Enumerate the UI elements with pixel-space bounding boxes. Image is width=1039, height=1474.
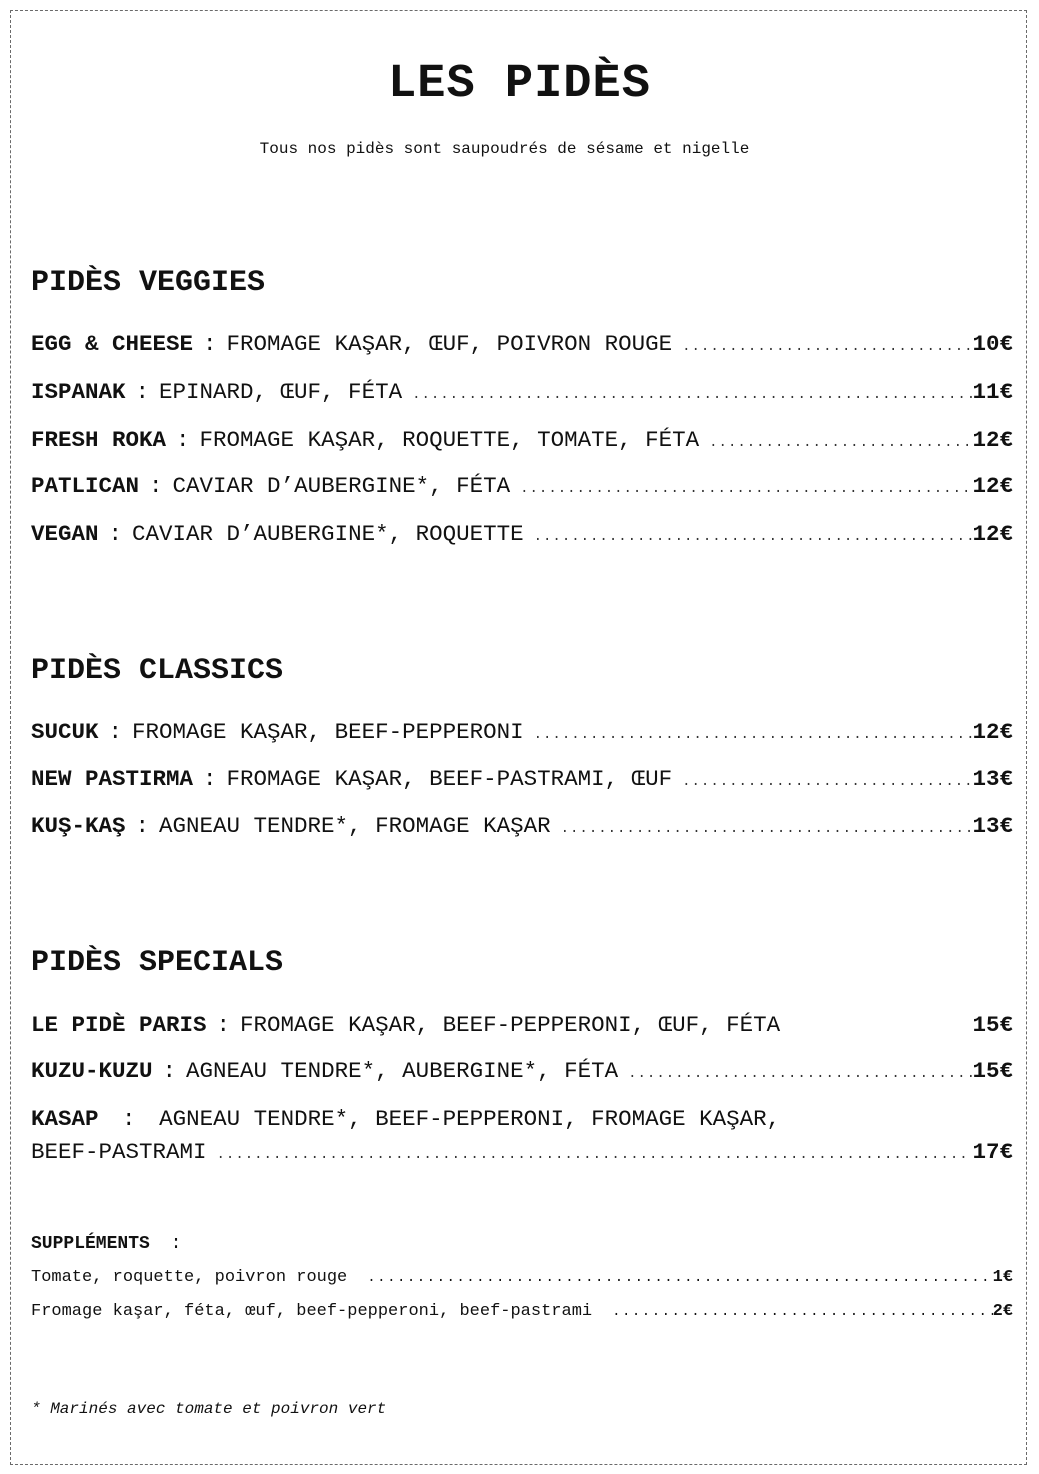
supplement-price: 2€	[992, 1302, 1013, 1321]
item-description: FROMAGE KAŞAR, ROQUETTE, TOMATE, FÉTA	[199, 427, 700, 453]
supplement-item	[31, 1302, 1013, 1321]
item-description: AGNEAU TENDRE*, AUBERGINE*, FÉTA	[186, 1058, 619, 1084]
dot-leader	[628, 1066, 972, 1082]
menu-item	[31, 1012, 1013, 1042]
item-name: ISPANAK	[31, 379, 126, 405]
supplement-description: Tomate, roquette, poivron rouge	[31, 1268, 348, 1287]
dot-leader	[709, 435, 972, 451]
item-separator: :	[108, 521, 123, 547]
item-description-continued: BEEF-PASTRAMI	[31, 1139, 207, 1165]
menu-item	[31, 379, 1013, 409]
page-title: LES PIDÈS	[388, 58, 651, 111]
item-separator: :	[203, 766, 217, 792]
supplement-description: Fromage kaşar, féta, œuf, beef-pepperoni, beef-pastrami	[31, 1302, 593, 1321]
menu-item	[31, 813, 1013, 843]
supplements-separator: :	[170, 1234, 182, 1254]
item-description: AGNEAU TENDRE*, BEEF-PEPPERONI, FROMAGE KAŞAR,	[159, 1106, 781, 1132]
menu-item-kasap-line2	[31, 1139, 1013, 1169]
dot-leader	[520, 481, 972, 497]
menu-item	[31, 1058, 1013, 1088]
item-description: CAVIAR D’AUBERGINE*, ROQUETTE	[132, 521, 524, 547]
item-name: KUZU-KUZU	[31, 1058, 153, 1084]
item-separator: :	[108, 719, 123, 745]
item-price: 12€	[972, 719, 1013, 745]
item-description: FROMAGE KAŞAR, BEEF-PEPPERONI	[132, 719, 524, 745]
item-price: 12€	[972, 427, 1013, 453]
section-title-specials: PIDÈS SPECIALS	[31, 946, 284, 980]
menu-item	[31, 521, 1013, 551]
item-name: EGG & CHEESE	[31, 331, 194, 357]
supplements-title	[31, 1234, 181, 1254]
dot-leader	[534, 529, 973, 545]
item-price: 15€	[972, 1012, 1013, 1038]
item-name: KASAP	[31, 1106, 99, 1132]
dot-leader	[561, 821, 973, 837]
menu-item-kasap-line1	[31, 1106, 780, 1132]
supplements-heading: SUPPLÉMENTS	[31, 1234, 150, 1254]
item-separator: :	[216, 1012, 231, 1038]
item-name: FRESH ROKA	[31, 427, 167, 453]
item-separator: :	[162, 1058, 177, 1084]
item-price: 11€	[972, 379, 1013, 405]
dot-leader	[682, 774, 972, 790]
item-price: 12€	[972, 473, 1013, 499]
item-separator: :	[203, 331, 217, 357]
section-title-classics: PIDÈS CLASSICS	[31, 654, 284, 688]
item-description: FROMAGE KAŞAR, BEEF-PEPPERONI, ŒUF, FÉTA	[240, 1012, 781, 1038]
dot-leader	[534, 727, 973, 743]
item-name: VEGAN	[31, 521, 99, 547]
item-separator: :	[149, 473, 163, 499]
item-description: CAVIAR D’AUBERGINE*, FÉTA	[172, 473, 511, 499]
item-description: EPINARD, ŒUF, FÉTA	[159, 379, 403, 405]
item-price: 13€	[972, 813, 1013, 839]
item-name: LE PIDÈ PARIS	[31, 1012, 207, 1038]
item-price: 10€	[972, 331, 1013, 357]
item-price: 13€	[972, 766, 1013, 792]
menu-item	[31, 473, 1013, 503]
supplement-item	[31, 1268, 1013, 1287]
item-name: NEW PASTIRMA	[31, 766, 194, 792]
menu-item	[31, 766, 1013, 796]
item-separator: :	[135, 813, 150, 839]
section-title-veggies: PIDÈS VEGGIES	[31, 266, 266, 300]
item-separator: :	[122, 1106, 136, 1132]
menu-item	[31, 331, 1013, 361]
item-price: 12€	[972, 521, 1013, 547]
item-description: AGNEAU TENDRE*, FROMAGE KAŞAR	[159, 813, 551, 839]
dot-leader	[412, 387, 972, 403]
item-price: 15€	[972, 1058, 1013, 1084]
dot-leader	[217, 1147, 973, 1163]
menu-item	[31, 719, 1013, 749]
item-separator: :	[135, 379, 150, 405]
item-name: PATLICAN	[31, 473, 140, 499]
page-subtitle: Tous nos pidès sont saupoudrés de sésame et nigelle	[259, 140, 750, 158]
dot-leader	[682, 339, 972, 355]
item-description: FROMAGE KAŞAR, ŒUF, POIVRON ROUGE	[226, 331, 673, 357]
dot-leader	[367, 1270, 992, 1286]
item-price: 17€	[972, 1139, 1013, 1165]
item-description: FROMAGE KAŞAR, BEEF-PASTRAMI, ŒUF	[226, 766, 673, 792]
footnote: * Marinés avec tomate et poivron vert	[31, 1400, 387, 1418]
item-name: KUŞ-KAŞ	[31, 813, 126, 839]
supplement-price: 1€	[992, 1268, 1013, 1287]
dot-leader	[612, 1304, 993, 1320]
item-name: SUCUK	[31, 719, 99, 745]
item-separator: :	[176, 427, 190, 453]
menu-item	[31, 427, 1013, 457]
